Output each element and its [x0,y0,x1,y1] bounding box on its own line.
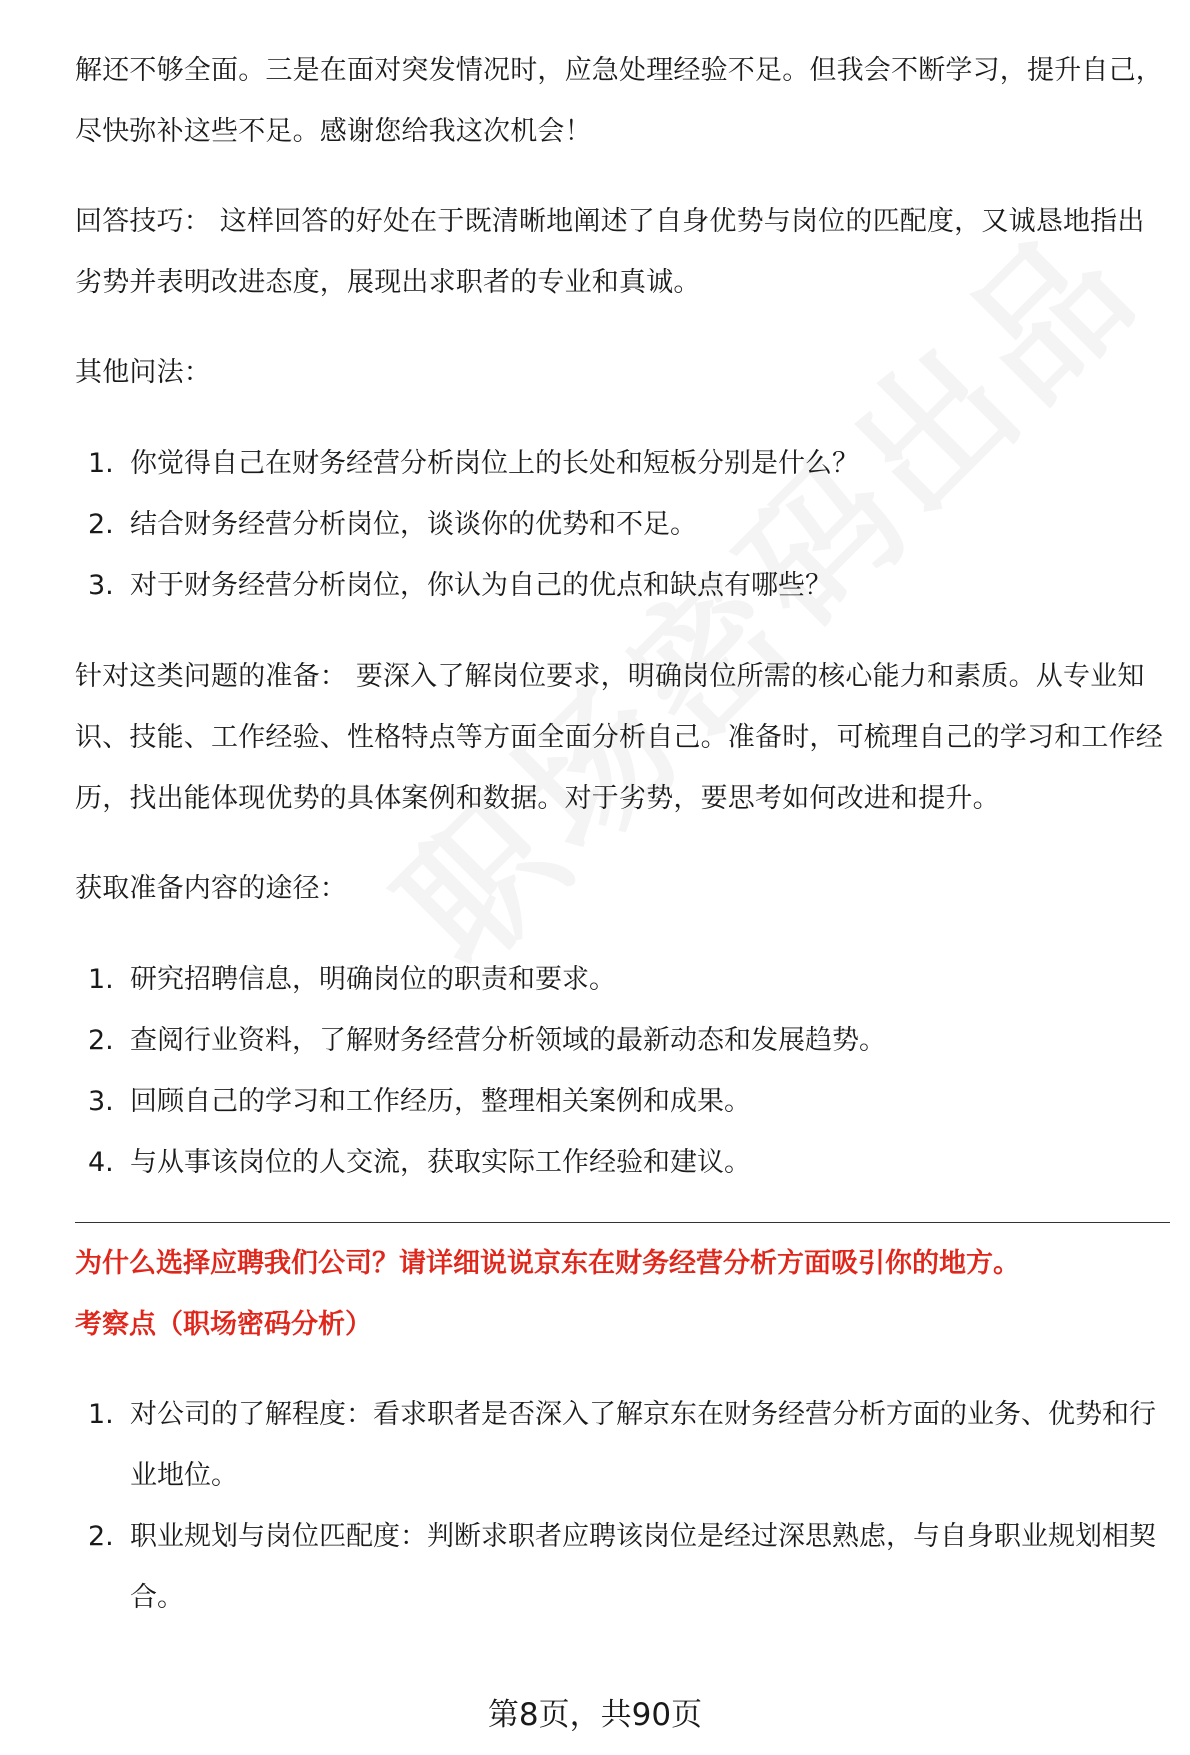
list-item-text: 对于财务经营分析岗位，你认为自己的优点和缺点有哪些？ [130,570,832,601]
list-item-text: 你觉得自己在财务经营分析岗位上的长处和短板分别是什么？ [130,448,859,479]
page-footer: 第8页，共90页 [487,1697,703,1733]
list-number: 2. [88,1521,114,1552]
list-item-text: 职业规划与岗位匹配度：判断求职者应聘该岗位是经过深思熟虑，与自身职业规划相契合。 [130,1521,1156,1613]
document-page [75,40,1170,1628]
list-number: 2. [88,509,114,540]
list-number: 4. [88,1147,114,1178]
other-questions-list [75,433,1170,616]
list-number: 3. [88,570,114,601]
list-number: 1. [88,964,114,995]
sources-list [75,949,1170,1193]
list-item [75,1132,1170,1193]
list-item [75,1010,1170,1071]
paragraph-other-questions-heading: 其他问法： [75,357,211,388]
list-number: 3. [88,1086,114,1117]
list-item [75,555,1170,616]
list-item-text: 研究招聘信息，明确岗位的职责和要求。 [130,964,616,995]
question-subtitle: 考察点（职场密码分析） [75,1309,372,1340]
list-item [75,949,1170,1010]
list-number: 1. [88,1399,114,1430]
paragraph-sources-heading: 获取准备内容的途径： [75,873,347,904]
list-item-text: 回顾自己的学习和工作经历，整理相关案例和成果。 [130,1086,751,1117]
list-number: 1. [88,448,114,479]
section-divider [75,1222,1170,1223]
list-item-text: 查阅行业资料，了解财务经营分析领域的最新动态和发展趋势。 [130,1025,886,1056]
list-number: 2. [88,1025,114,1056]
list-item [75,1506,1170,1628]
paragraph-answer-tip: 回答技巧： 这样回答的好处在于既清晰地阐述了自身优势与岗位的匹配度，又诚恳地指出劣势并表明改进态度，展现出求职者的专业和真诚。 [75,206,1145,298]
paragraph-preparation: 针对这类问题的准备： 要深入了解岗位要求，明确岗位所需的核心能力和素质。从专业知识、技能、工作经验、性格特点等方面全面分析自己。准备时，可梳理自己的学习和工作经历，找出能体现优势的具体案例和数据。对于劣势，要思考如何改进和提升。 [75,661,1163,814]
list-item-text: 对公司的了解程度：看求职者是否深入了解京东在财务经营分析方面的业务、优势和行业地位。 [130,1399,1156,1491]
list-item-text: 结合财务经营分析岗位，谈谈你的优势和不足。 [130,509,697,540]
list-item-text: 与从事该岗位的人交流，获取实际工作经验和建议。 [130,1147,751,1178]
list-item [75,1384,1170,1506]
paragraph-answer-end: 解还不够全面。三是在面对突发情况时，应急处理经验不足。但我会不断学习，提升自己，尽快弥补这些不足。感谢您给我这次机会！ [75,55,1163,147]
list-item [75,494,1170,555]
exam-points-list [75,1384,1170,1628]
list-item [75,433,1170,494]
list-item [75,1071,1170,1132]
question-title: 为什么选择应聘我们公司？请详细说说京东在财务经营分析方面吸引你的地方。 [75,1248,1020,1279]
